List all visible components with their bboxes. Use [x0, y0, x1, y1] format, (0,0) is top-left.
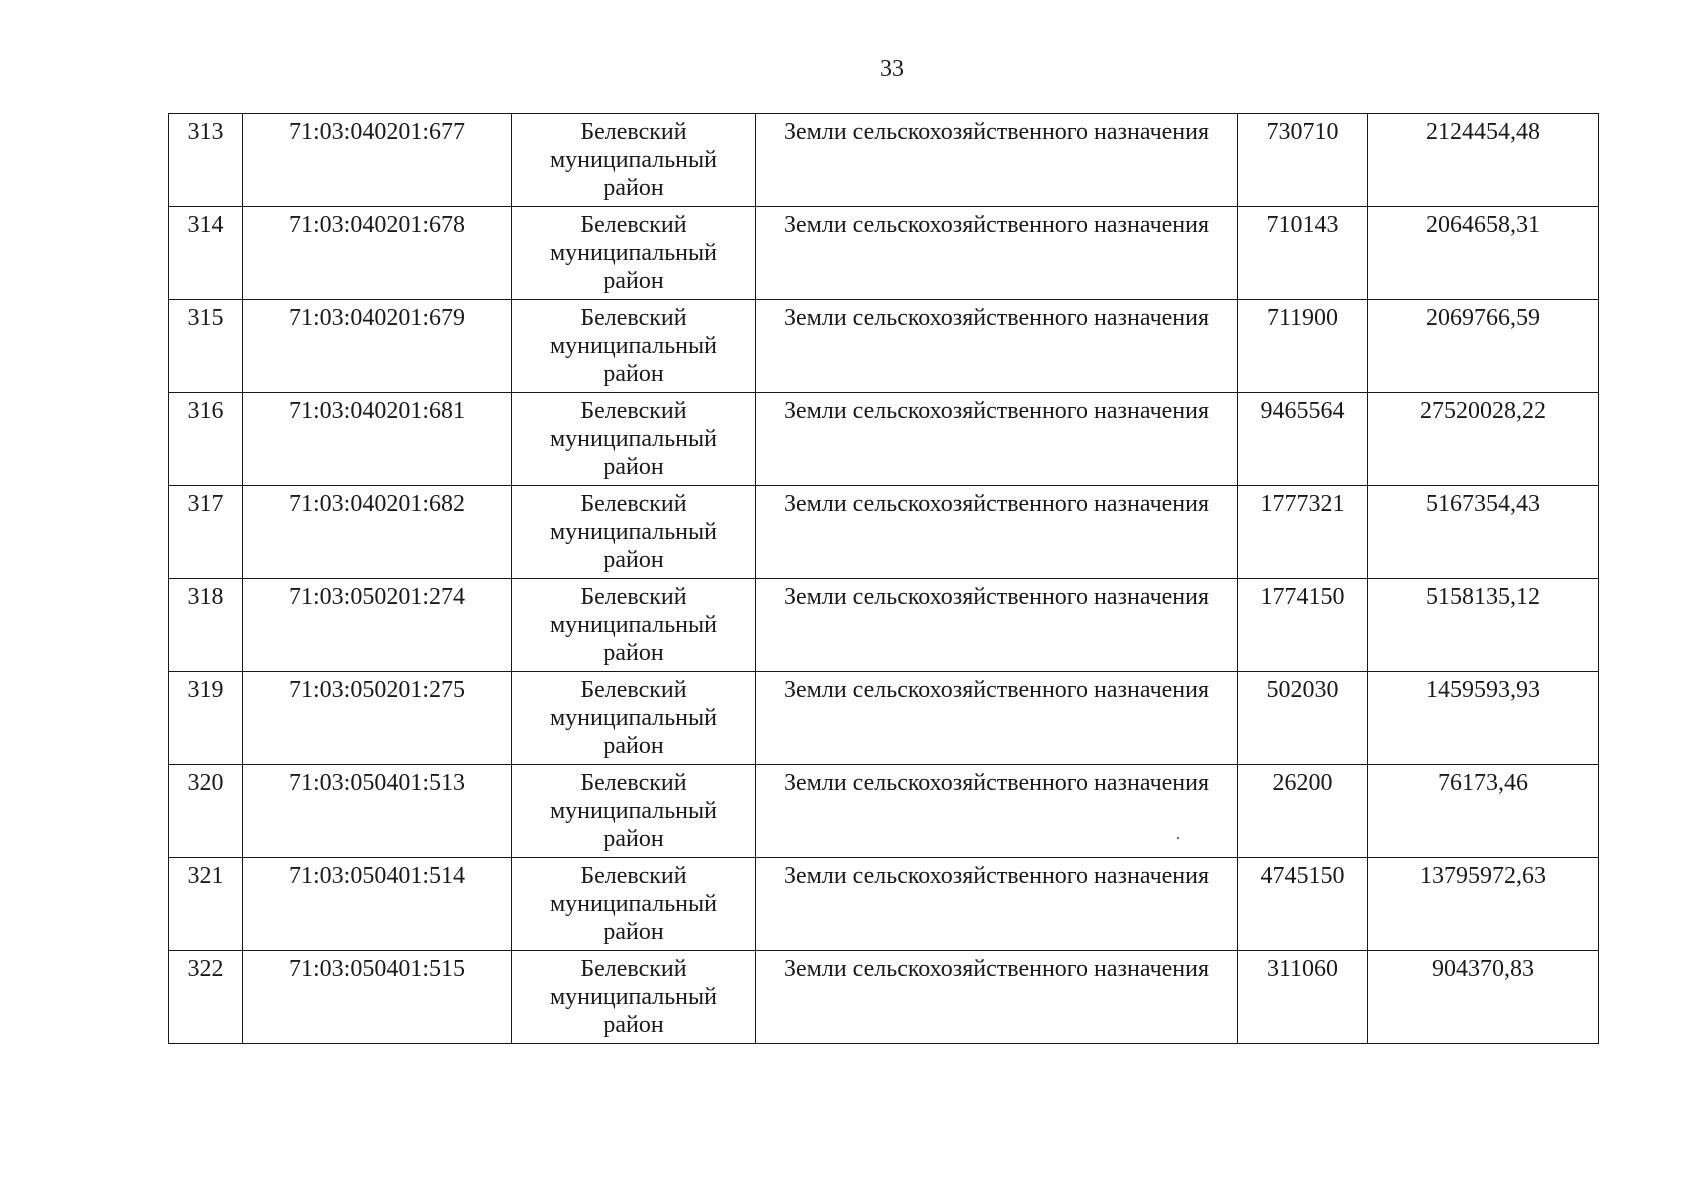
municipality-cell: Белевский муниципальный район — [512, 300, 756, 393]
cadastral-value-cell: 76173,46 — [1368, 765, 1599, 858]
area-cell: 9465564 — [1238, 393, 1368, 486]
row-number-cell: 315 — [169, 300, 243, 393]
area-cell: 502030 — [1238, 672, 1368, 765]
municipality-cell: Белевский муниципальный район — [512, 207, 756, 300]
cadastral-number-cell: 71:03:050401:515 — [243, 951, 512, 1044]
cadastral-value-cell: 5158135,12 — [1368, 579, 1599, 672]
cadastral-number-cell: 71:03:040201:679 — [243, 300, 512, 393]
cadastral-number-cell: 71:03:050201:274 — [243, 579, 512, 672]
land-category-cell: Земли сельскохозяйственного назначения — [756, 207, 1238, 300]
land-category-cell: Земли сельскохозяйственного назначения — [756, 114, 1238, 207]
row-number-cell: 313 — [169, 114, 243, 207]
row-number-cell: 321 — [169, 858, 243, 951]
table-row — [169, 672, 1599, 765]
table-row — [169, 300, 1599, 393]
table-row — [169, 858, 1599, 951]
area-cell: 710143 — [1238, 207, 1368, 300]
cadastral-value-cell: 13795972,63 — [1368, 858, 1599, 951]
cadastral-number-cell: 71:03:040201:682 — [243, 486, 512, 579]
table-row — [169, 579, 1599, 672]
land-category-cell: Земли сельскохозяйственного назначения — [756, 951, 1238, 1044]
land-category-cell: Земли сельскохозяйственного назначения — [756, 393, 1238, 486]
table-row — [169, 207, 1599, 300]
cadastral-value-cell: 2124454,48 — [1368, 114, 1599, 207]
area-cell: 26200 — [1238, 765, 1368, 858]
cadastral-value-cell: 904370,83 — [1368, 951, 1599, 1044]
cadastral-value-cell: 2069766,59 — [1368, 300, 1599, 393]
municipality-cell: Белевский муниципальный район — [512, 951, 756, 1044]
municipality-cell: Белевский муниципальный район — [512, 114, 756, 207]
row-number-cell: 322 — [169, 951, 243, 1044]
area-cell: 730710 — [1238, 114, 1368, 207]
cadastral-value-cell: 27520028,22 — [1368, 393, 1599, 486]
cadastral-number-cell: 71:03:040201:681 — [243, 393, 512, 486]
area-cell: 1774150 — [1238, 579, 1368, 672]
land-registry-table — [168, 113, 1599, 1044]
municipality-cell: Белевский муниципальный район — [512, 765, 756, 858]
row-number-cell: 318 — [169, 579, 243, 672]
land-category-cell: Земли сельскохозяйственного назначения — [756, 486, 1238, 579]
table-row — [169, 486, 1599, 579]
row-number-cell: 316 — [169, 393, 243, 486]
row-number-cell: 317 — [169, 486, 243, 579]
area-cell: 311060 — [1238, 951, 1368, 1044]
cadastral-number-cell: 71:03:050401:513 — [243, 765, 512, 858]
land-category-cell: Земли сельскохозяйственного назначения — [756, 858, 1238, 951]
cadastral-number-cell: 71:03:050401:514 — [243, 858, 512, 951]
table-row — [169, 393, 1599, 486]
municipality-cell: Белевский муниципальный район — [512, 393, 756, 486]
row-number-cell: 319 — [169, 672, 243, 765]
table-row — [169, 765, 1599, 858]
row-number-cell: 314 — [169, 207, 243, 300]
scan-speck — [1177, 837, 1179, 839]
area-cell: 1777321 — [1238, 486, 1368, 579]
land-category-cell: Земли сельскохозяйственного назначения — [756, 672, 1238, 765]
row-number-cell: 320 — [169, 765, 243, 858]
table-body — [169, 114, 1599, 1044]
municipality-cell: Белевский муниципальный район — [512, 858, 756, 951]
table-row — [169, 114, 1599, 207]
cadastral-number-cell: 71:03:040201:678 — [243, 207, 512, 300]
cadastral-number-cell: 71:03:050201:275 — [243, 672, 512, 765]
cadastral-value-cell: 2064658,31 — [1368, 207, 1599, 300]
cadastral-value-cell: 5167354,43 — [1368, 486, 1599, 579]
municipality-cell: Белевский муниципальный район — [512, 672, 756, 765]
land-category-cell: Земли сельскохозяйственного назначения — [756, 300, 1238, 393]
cadastral-number-cell: 71:03:040201:677 — [243, 114, 512, 207]
area-cell: 4745150 — [1238, 858, 1368, 951]
land-category-cell: Земли сельскохозяйственного назначения — [756, 765, 1238, 858]
area-cell: 711900 — [1238, 300, 1368, 393]
land-category-cell: Земли сельскохозяйственного назначения — [756, 579, 1238, 672]
table-row — [169, 951, 1599, 1044]
page-number: 33 — [880, 56, 904, 82]
municipality-cell: Белевский муниципальный район — [512, 486, 756, 579]
municipality-cell: Белевский муниципальный район — [512, 579, 756, 672]
cadastral-value-cell: 1459593,93 — [1368, 672, 1599, 765]
